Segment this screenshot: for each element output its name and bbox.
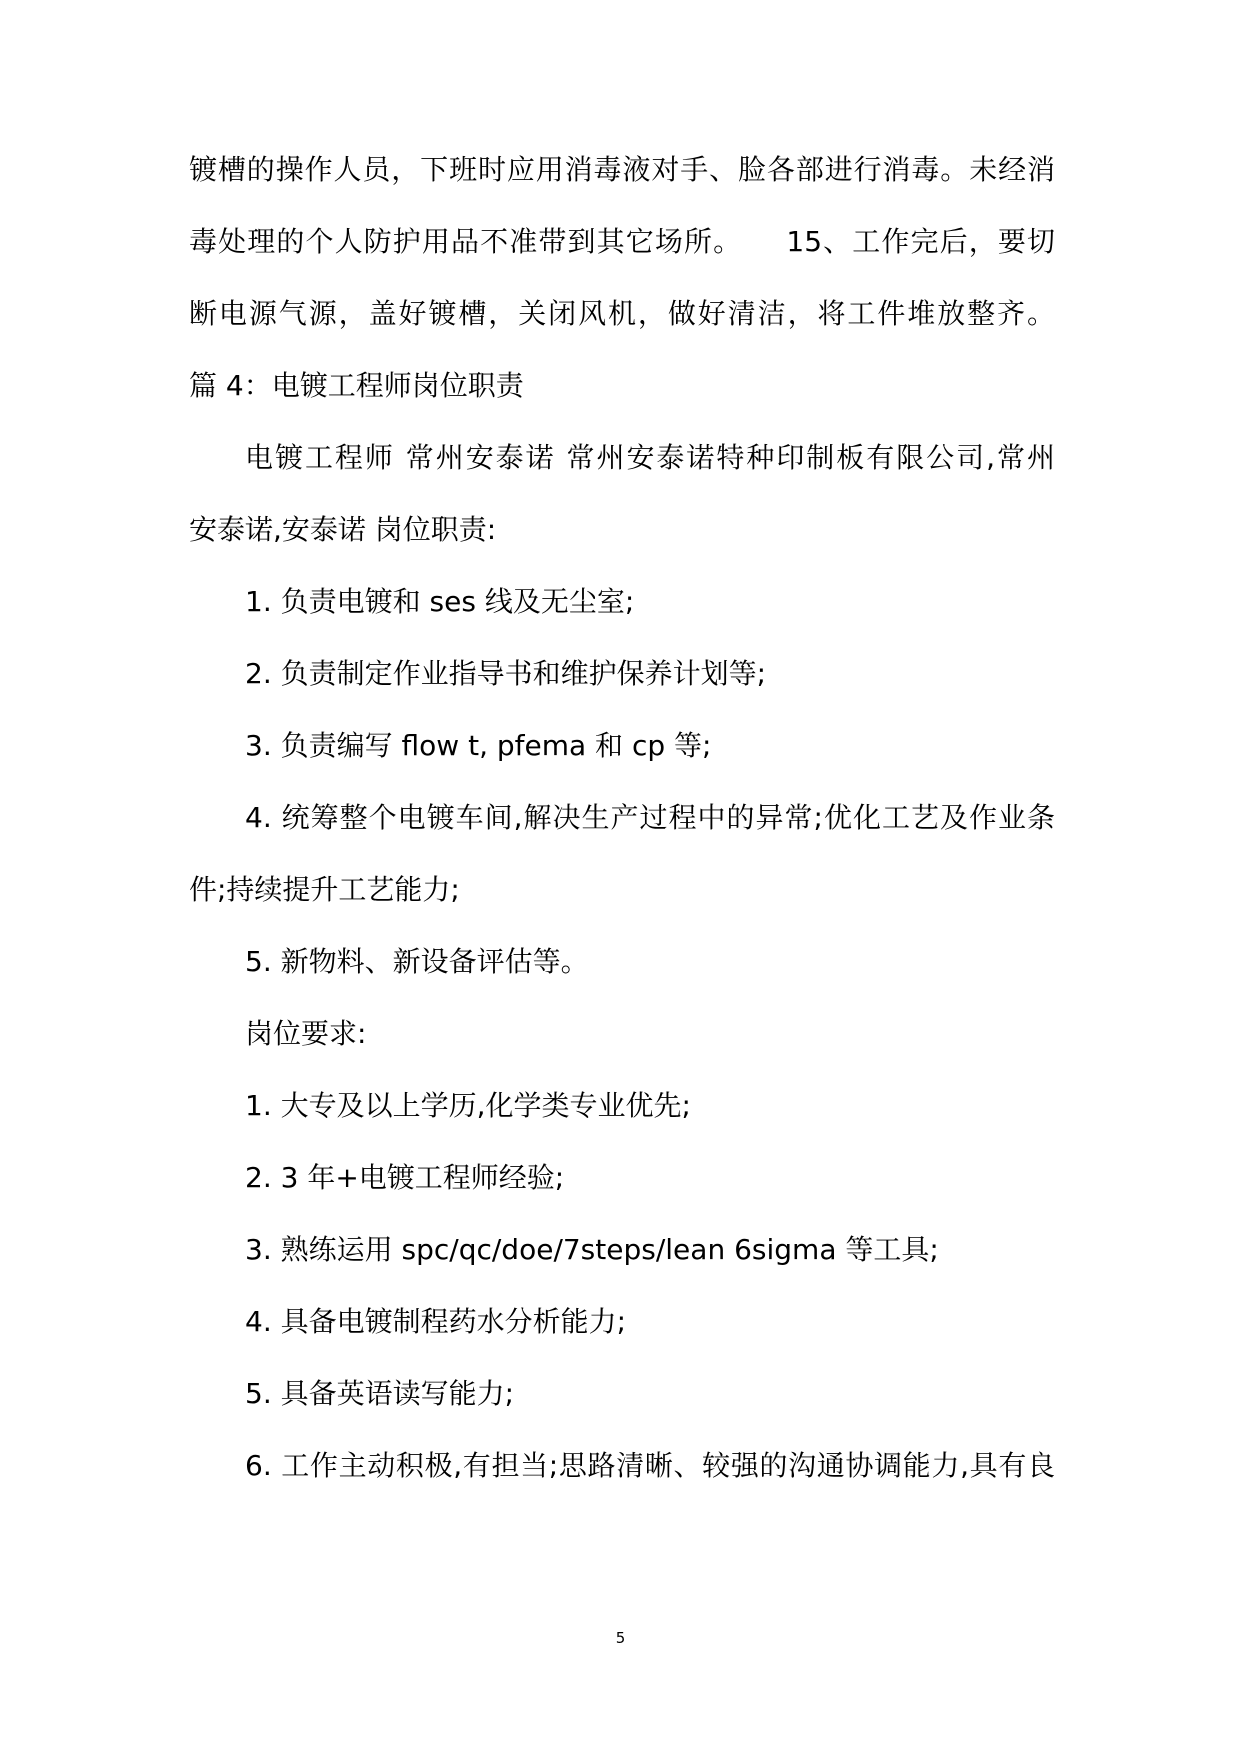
text-line-5: 电镀工程师 常州安泰诺 常州安泰诺特种印制板有限公司,常州 <box>245 441 1055 474</box>
requirements-heading: 岗位要求: <box>245 1017 367 1050</box>
text-line-2: 毒处理的个人防护用品不准带到其它场所。 15、工作完后，要切 <box>189 225 1055 258</box>
duty-item-3: 3. 负责编写 flow t, pfema 和 cp 等; <box>245 729 712 762</box>
requirement-item-6: 6. 工作主动积极,有担当;思路清晰、较强的沟通协调能力,具有良 <box>245 1449 1055 1482</box>
requirement-item-2: 2. 3 年+电镀工程师经验; <box>245 1161 565 1194</box>
text-line-3: 断电源气源，盖好镀槽，关闭风机，做好清洁，将工件堆放整齐。 <box>189 297 1055 330</box>
requirement-item-3: 3. 熟练运用 spc/qc/doe/7steps/lean 6sigma 等工具; <box>245 1233 939 1266</box>
text-line-6: 安泰诺,安泰诺 岗位职责: <box>189 513 497 546</box>
requirement-item-1: 1. 大专及以上学历,化学类专业优先; <box>245 1089 691 1122</box>
duty-item-4-cont: 件;持续提升工艺能力; <box>189 873 460 906</box>
section-heading: 篇 4：电镀工程师岗位职责 <box>189 369 524 402</box>
duty-item-1: 1. 负责电镀和 ses 线及无尘室; <box>245 585 635 618</box>
duty-item-4: 4. 统筹整个电镀车间,解决生产过程中的异常;优化工艺及作业条 <box>245 801 1055 834</box>
duty-item-2: 2. 负责制定作业指导书和维护保养计划等; <box>245 657 767 690</box>
requirement-item-5: 5. 具备英语读写能力; <box>245 1377 515 1410</box>
text-line-1: 镀槽的操作人员，下班时应用消毒液对手、脸各部进行消毒。未经消 <box>189 153 1055 186</box>
duty-item-5: 5. 新物料、新设备评估等。 <box>245 945 589 978</box>
page-number: 5 <box>615 1629 626 1647</box>
requirement-item-4: 4. 具备电镀制程药水分析能力; <box>245 1305 627 1338</box>
